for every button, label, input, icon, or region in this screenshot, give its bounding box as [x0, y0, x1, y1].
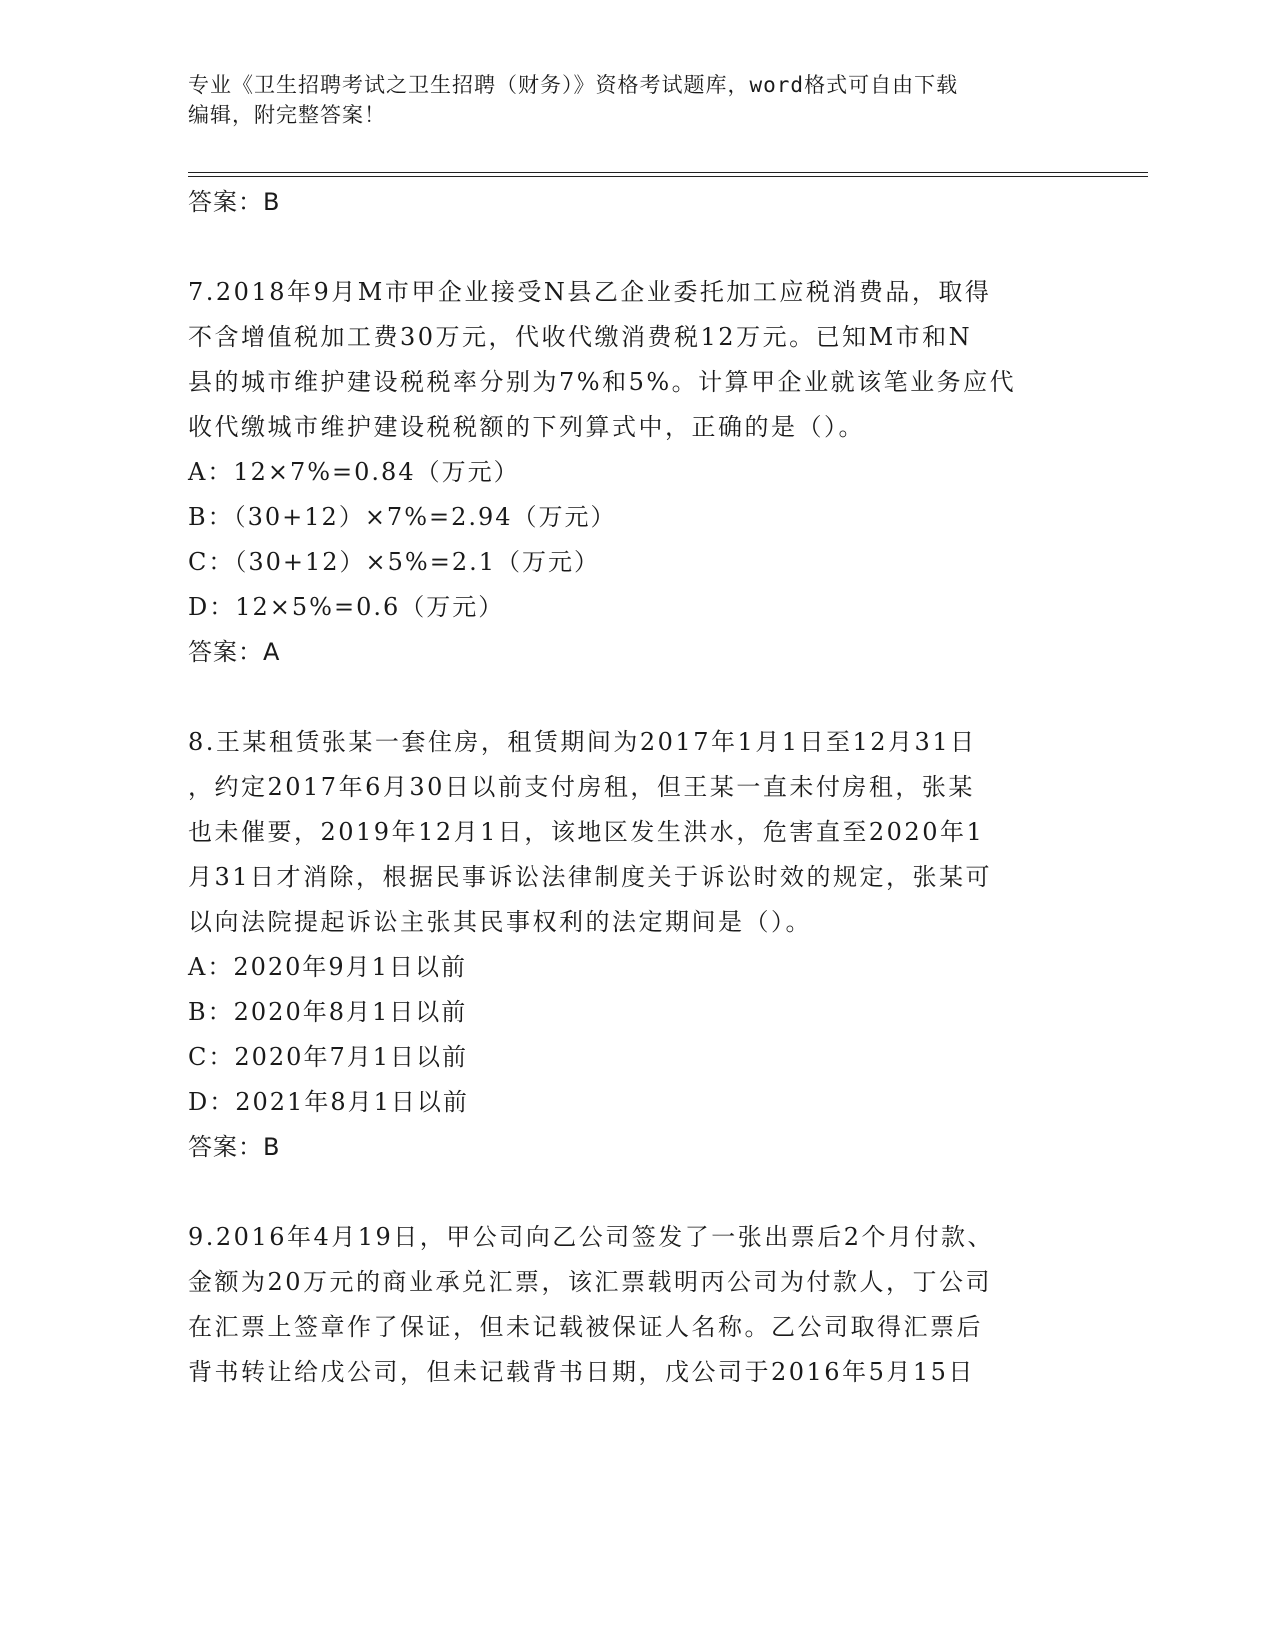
question-9-line: 在汇票上签章作了保证，但未记载被保证人名称。乙公司取得汇票后: [188, 1313, 983, 1341]
header-line-1: 专业《卫生招聘考试之卫生招聘（财务）》资格考试题库，word格式可自由下载: [188, 73, 959, 97]
question-7-option-b: B：（30+12）×7%=2.94（万元）: [188, 503, 617, 531]
question-7-answer: 答案：A: [188, 638, 281, 666]
document-body: [188, 180, 1148, 1395]
question-8-line: 月31日才消除，根据民事诉讼法律制度关于诉讼时效的规定，张某可: [188, 863, 993, 891]
question-8: [188, 720, 1148, 1170]
question-7-option-a: A：12×7%=0.84（万元）: [188, 458, 520, 486]
question-8-line: ，约定2017年6月30日以前支付房租，但王某一直未付房租，张某: [188, 773, 975, 801]
question-7-line: 7.2018年9月M市甲企业接受N县乙企业委托加工应税消费品，取得: [188, 278, 992, 306]
question-9-line: 9.2016年4月19日，甲公司向乙公司签发了一张出票后2个月付款、: [188, 1223, 995, 1251]
question-8-option-d: D：2021年8月1日以前: [188, 1088, 469, 1116]
question-9-line: 背书转让给戊公司，但未记载背书日期，戊公司于2016年5月15日: [188, 1358, 975, 1386]
question-8-option-b: B：2020年8月1日以前: [188, 998, 468, 1026]
question-7-option-d: D：12×5%=0.6（万元）: [188, 593, 505, 621]
question-7-line: 不含增值税加工费30万元，代收代缴消费税12万元。已知M市和N: [188, 323, 973, 351]
question-7-line: 县的城市维护建设税税率分别为7%和5%。计算甲企业就该笔业务应代: [188, 368, 1017, 396]
question-7: [188, 270, 1148, 675]
question-8-line: 也未催要，2019年12月1日，该地区发生洪水，危害直至2020年1: [188, 818, 985, 846]
document-page: [188, 70, 1148, 1386]
header-line-2: 编辑，附完整答案！: [188, 103, 386, 127]
question-7-line: 收代缴城市维护建设税税额的下列算式中，正确的是（）。: [188, 413, 865, 441]
question-9-line: 金额为20万元的商业承兑汇票，该汇票载明丙公司为付款人，丁公司: [188, 1268, 993, 1296]
document-header: [188, 70, 1068, 130]
question-8-line: 以向法院提起诉讼主张其民事权利的法定期间是（）。: [188, 908, 812, 936]
question-8-option-c: C：2020年7月1日以前: [188, 1043, 468, 1071]
question-8-answer: 答案：B: [188, 1133, 281, 1161]
header-double-rule: [188, 172, 1148, 177]
question-8-line: 8.王某租赁张某一套住房，租赁期间为2017年1月1日至12月31日: [188, 728, 977, 756]
question-8-option-a: A：2020年9月1日以前: [188, 953, 467, 981]
answer-previous: 答案：B: [188, 188, 281, 216]
question-7-option-c: C：（30+12）×5%=2.1（万元）: [188, 548, 601, 576]
question-9: [188, 1215, 1148, 1395]
